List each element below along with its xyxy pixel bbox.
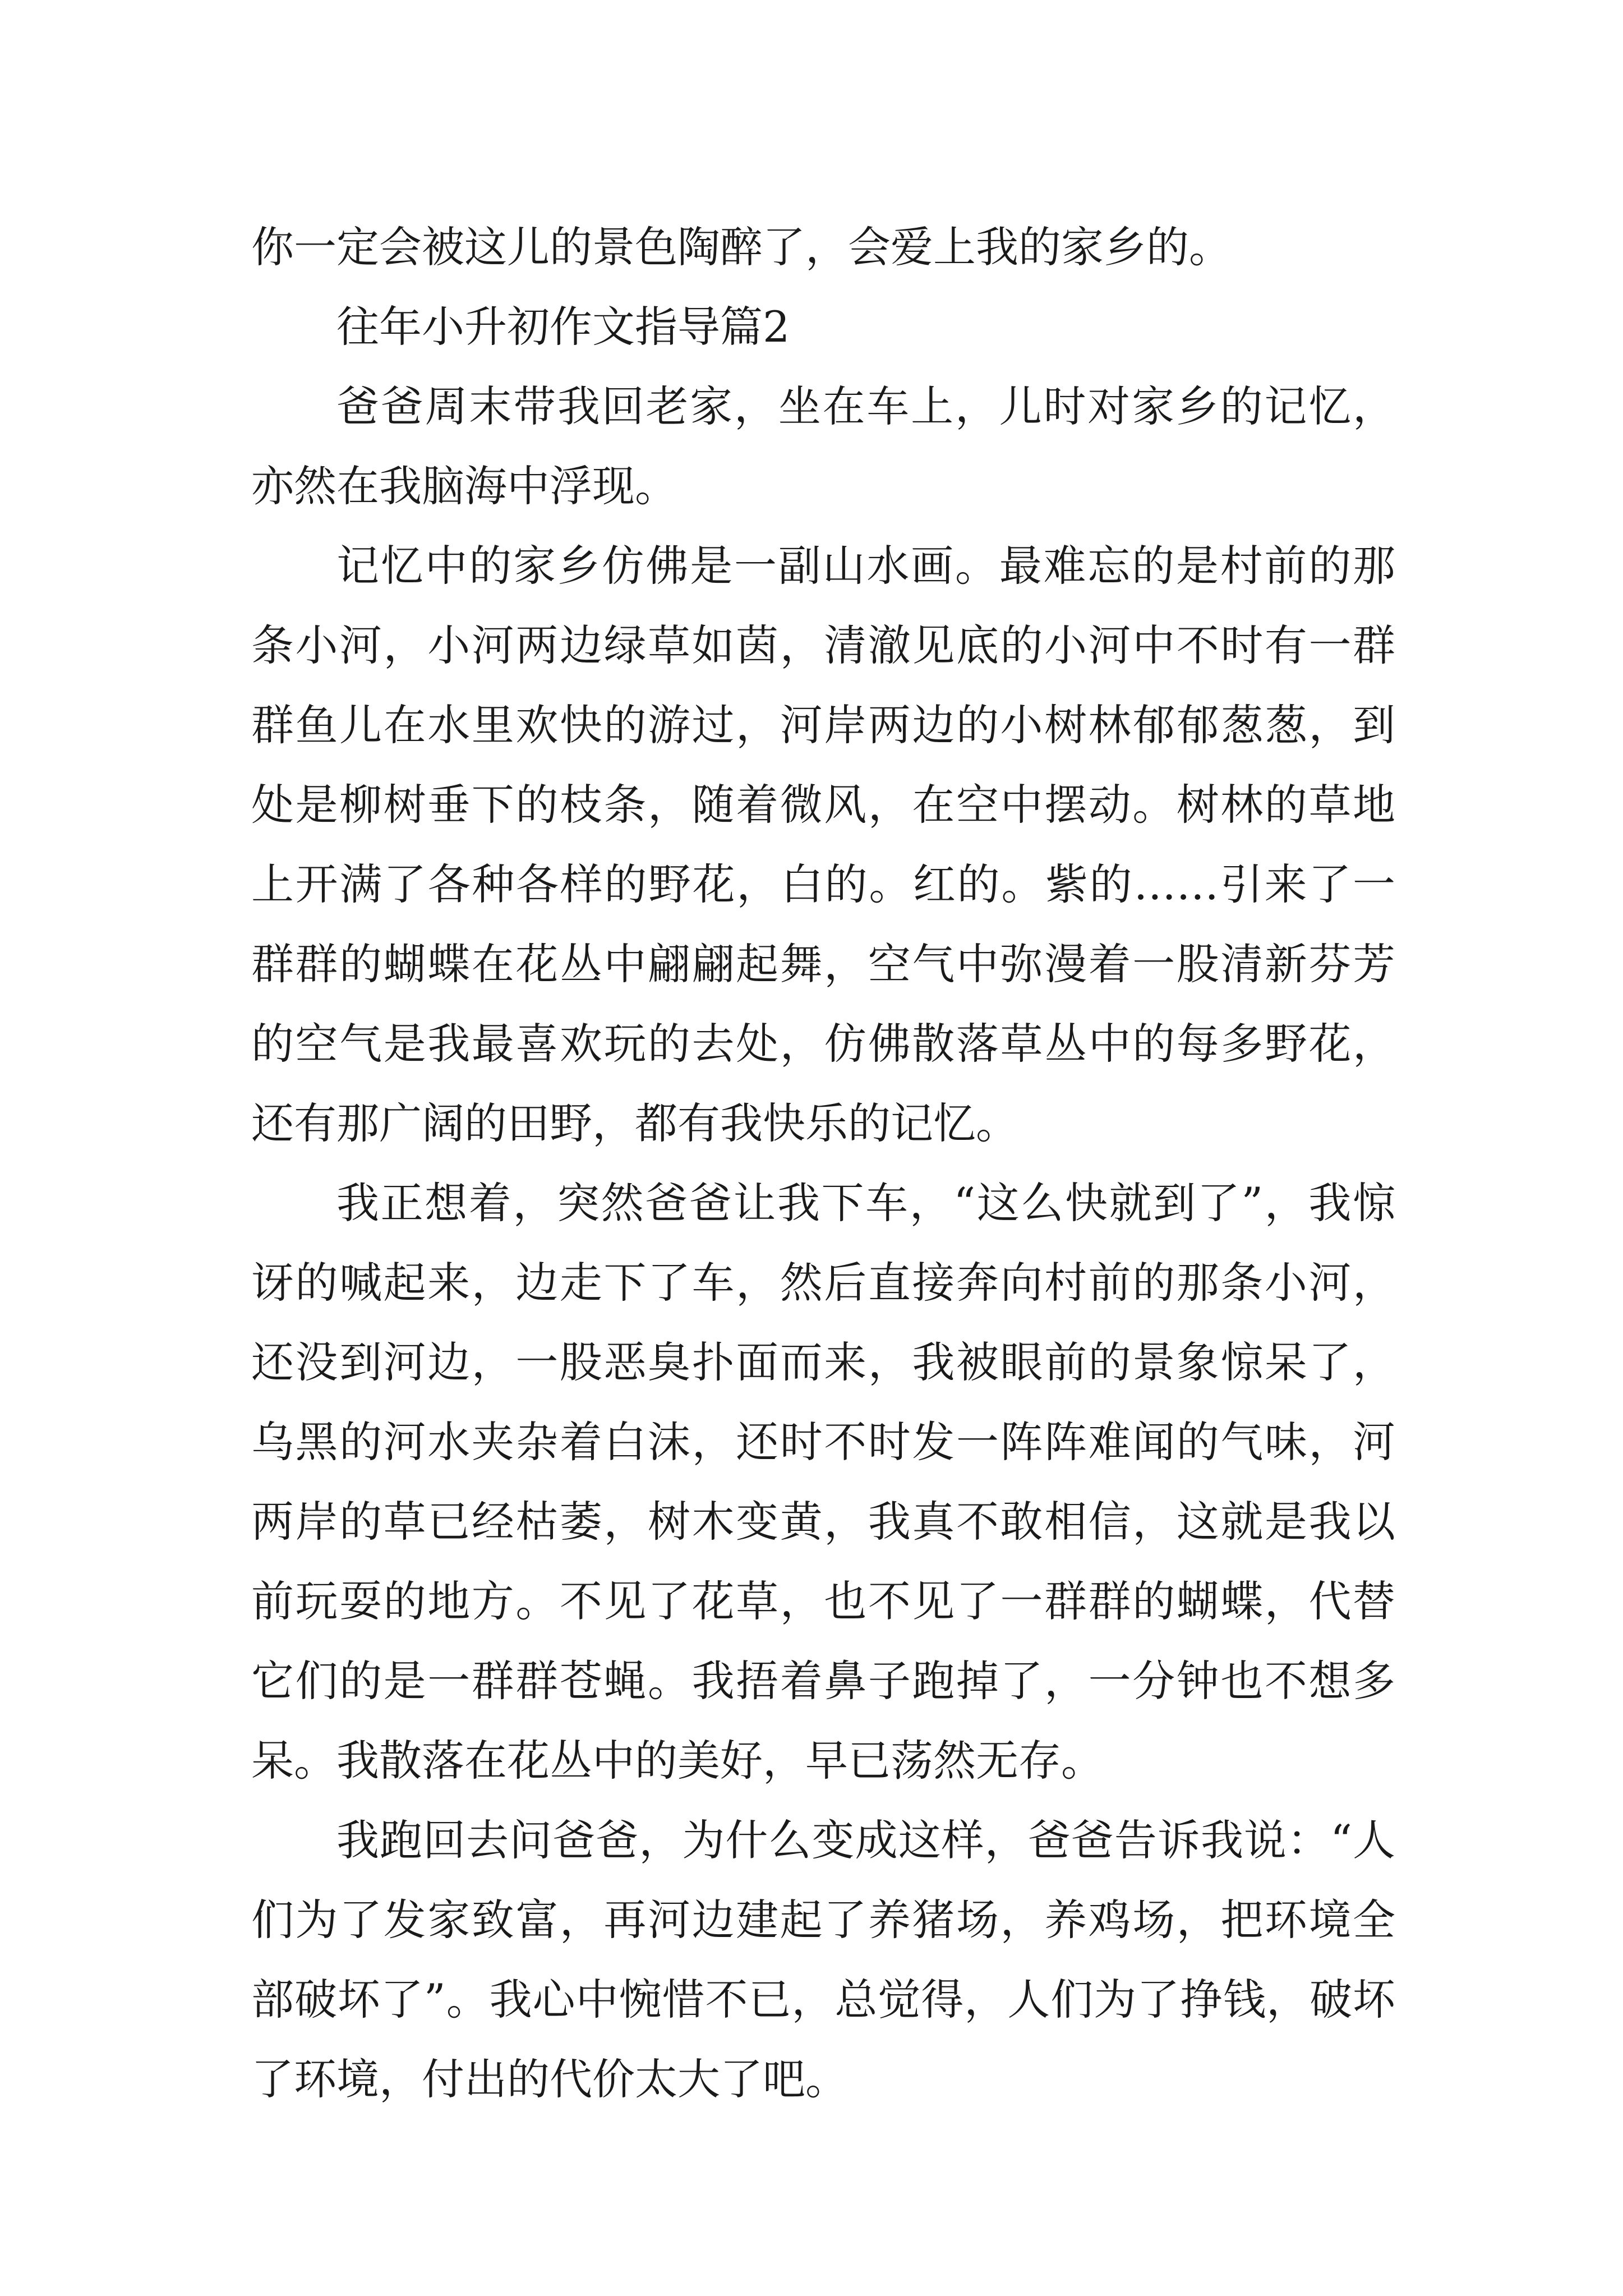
paragraph-intro: 爸爸周末带我回老家，坐在车上，儿时对家乡的记忆，亦然在我脑海中浮现。	[251, 381, 1395, 511]
section-heading: 往年小升初作文指导篇2	[336, 302, 790, 352]
paragraph-conclusion: 我跑回去问爸爸，为什么变成这样，爸爸告诉我说：“人们为了发家致富，再河边建起了养猪场，养鸡场，把环境全部破坏了”。我心中惋惜不已，总觉得，人们为了挣钱，破坏了环境，付出的代价太大了吧。	[251, 1815, 1395, 2104]
paragraph-arrival: 我正想着，突然爸爸让我下车，“这么快就到了”，我惊讶的喊起来，边走下了车，然后直接奔向村前的那条小河，还没到河边，一股恶臭扑面而来，我被眼前的景象惊呆了，乌黑的河水夹杂着白沫，还时不时发一阵阵难闻的气味，河两岸的草已经枯萎，树木变黄，我真不敢相信，这就是我以前玩耍的地方。不见了花草，也不见了一群群的蝴蝶，代替它们的是一群群苍蝇。我捂着鼻子跑掉了，一分钟也不想多呆。我散落在花丛中的美好，早已荡然无存。	[251, 1178, 1395, 1786]
paragraph-closing-line: 你一定会被这儿的景色陶醉了，会爱上我的家乡的。	[251, 222, 1232, 272]
paragraph-memory: 记忆中的家乡仿佛是一副山水画。最难忘的是村前的那条小河，小河两边绿草如茵，清澈见底的小河中不时有一群群鱼儿在水里欢快的游过，河岸两边的小树林郁郁葱葱，到处是柳树垂下的枝条，随着微风，在空中摆动。树林的草地上开满了各种各样的野花，白的。红的。紫的……引来了一群群的蝴蝶在花丛中翩翩起舞，空气中弥漫着一股清新芬芳的空气是我最喜欢玩的去处，仿佛散落草丛中的每多野花，还有那广阔的田野，都有我快乐的记忆。	[251, 541, 1395, 1148]
document-body	[251, 208, 1395, 2119]
